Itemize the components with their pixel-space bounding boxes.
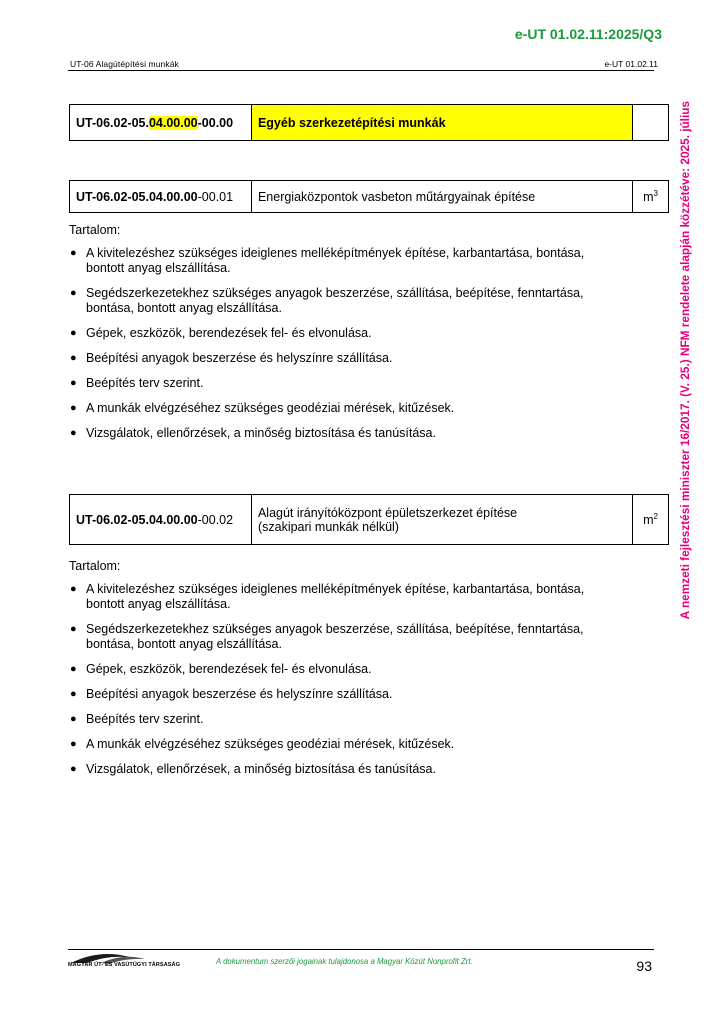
- item-code-base: UT-06.02-05.04.00.00: [76, 512, 198, 527]
- list-item: ● Beépítés terv szerint.: [70, 712, 204, 726]
- group-title: Egyéb szerkezetépítési munkák: [251, 105, 632, 141]
- list-item: ● A kivitelezéshez szükséges ideiglenes melléképítmények építése, karbantartása, bontása, bontott anyag elszállítása.: [70, 246, 585, 275]
- list-item: ● Beépítési anyagok beszerzése és helyszínre szállítása.: [70, 351, 393, 365]
- contents-heading: Tartalom:: [69, 223, 121, 237]
- side-note-text: A nemzeti fejlesztési miniszter 16/2017. (V. 25.) NFM rendelete alapján közzétéve: 2025. július: [678, 101, 692, 620]
- group-code-highlight: 04.00.00: [148, 115, 198, 130]
- item-code: [70, 495, 252, 545]
- list-item: ● A munkák elvégzéséhez szükséges geodéziai mérések, kitűzések.: [70, 737, 455, 751]
- group-code-prefix: UT-06.02-05.: [76, 115, 149, 130]
- item-title: [251, 495, 632, 545]
- contents-list: [69, 246, 649, 441]
- organization-logo-icon: [67, 950, 159, 972]
- item-code-table: [69, 180, 669, 213]
- item-title: [251, 181, 632, 213]
- item-title-line: Energiaközpontok vasbeton műtárgyainak építése: [257, 189, 536, 204]
- copyright-notice: A dokumentum szerzői jogainak tulajdonosa a Magyar Közút Nonprofit Zrt.: [216, 957, 473, 966]
- item-unit: [633, 495, 669, 545]
- running-header-chapter: UT-06 Alagútépítési munkák: [70, 59, 179, 69]
- item-code: [70, 181, 252, 213]
- page-number: 93: [636, 958, 652, 974]
- item-unit: [633, 181, 669, 213]
- list-item: ● Vizsgálatok, ellenőrzések, a minőség biztosítása és tanúsítása.: [70, 426, 436, 440]
- list-item: ● Gépek, eszközök, berendezések fel- és elvonulása.: [70, 662, 372, 676]
- item-title-line: (szakipari munkák nélkül): [257, 519, 399, 534]
- publication-side-note: [674, 98, 696, 623]
- item-contents: [69, 223, 649, 451]
- group-code-suffix: -00.00: [197, 115, 234, 130]
- item-contents: [69, 559, 649, 787]
- unit-exponent: 3: [653, 188, 658, 198]
- organization-name: MAGYAR ÚT- ÉS VASÚTÜGYI TÁRSASÁG: [68, 962, 180, 968]
- contents-heading: Tartalom:: [69, 559, 121, 573]
- header-divider: [68, 70, 654, 71]
- group-code-table: [69, 104, 669, 141]
- group-code: [70, 105, 252, 141]
- list-item: ● Segédszerkezetekhez szükséges anyagok beszerzése, szállítása, beépítése, fenntartása, bontása, bontott anyag elszállítása.: [70, 622, 584, 651]
- item-title-line: Alagút irányítóközpont épületszerkezet építése: [257, 505, 518, 520]
- item-code-table: [69, 494, 669, 545]
- unit-base: m: [643, 512, 654, 527]
- document-code: e-UT 01.02.11:2025/Q3: [514, 26, 662, 42]
- list-item: ● Beépítési anyagok beszerzése és helyszínre szállítása.: [70, 687, 393, 701]
- list-item: ● Gépek, eszközök, berendezések fel- és elvonulása.: [70, 326, 372, 340]
- item-code-suffix: -00.02: [197, 512, 234, 527]
- item-code-base: UT-06.02-05.04.00.00: [76, 189, 198, 204]
- unit-base: m: [643, 189, 654, 204]
- contents-list: [69, 582, 649, 777]
- list-item: ● Beépítés terv szerint.: [70, 376, 204, 390]
- list-item: ● A kivitelezéshez szükséges ideiglenes melléképítmények építése, karbantartása, bontása, bontott anyag elszállítása.: [70, 582, 585, 611]
- list-item: ● Segédszerkezetekhez szükséges anyagok beszerzése, szállítása, beépítése, fenntartása, bontása, bontott anyag elszállítása.: [70, 286, 584, 315]
- unit-exponent: 2: [653, 511, 658, 521]
- list-item: ● A munkák elvégzéséhez szükséges geodéziai mérések, kitűzések.: [70, 401, 455, 415]
- group-unit-cell: [633, 105, 669, 141]
- list-item: ● Vizsgálatok, ellenőrzések, a minőség biztosítása és tanúsítása.: [70, 762, 436, 776]
- item-code-suffix: -00.01: [197, 189, 234, 204]
- running-header-code: e-UT 01.02.11: [604, 59, 658, 69]
